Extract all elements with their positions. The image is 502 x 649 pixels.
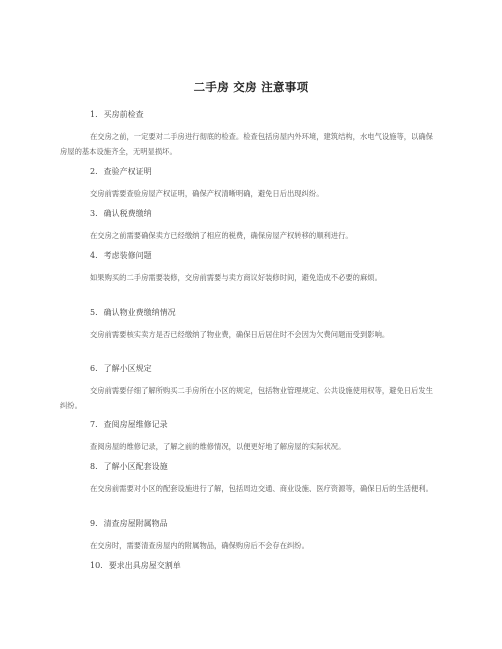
list-item [60,250,440,285]
item-heading-text: 了解小区规定 [103,364,152,373]
list-item [60,419,440,454]
item-heading [60,560,440,572]
list-item [60,363,440,413]
item-heading [60,518,440,530]
list-item [60,461,440,496]
item-body: 在交房之前需要确保卖方已经缴纳了相应的税费，确保房屋产权转移的顺利进行。 [90,231,353,240]
item-heading-text: 清查房屋附属物品 [103,519,168,528]
item-body: 交房前需要仔细了解所购买二手房所在小区的规定，包括物业管理规定、公共设施使用权等，避免日后发生纠纷。 [60,386,433,410]
list-item [60,208,440,243]
item-heading [60,363,440,375]
item-heading [60,419,440,431]
item-heading [60,208,440,220]
item-heading [60,461,440,473]
item-heading-text: 买房前检查 [103,110,144,119]
item-body: 在交房前需要对小区的配套设施进行了解，包括周边交通、商业设施、医疗资源等，确保日后的生活便利。 [90,484,433,493]
item-body: 交房前需要核实卖方是否已经缴纳了物业费，确保日后居住时不会因为欠费问题而受到影响。 [90,330,390,339]
item-number: 1. [90,110,98,119]
list-item [60,166,440,201]
item-heading-text: 确认物业费缴纳情况 [103,308,176,317]
item-heading-text: 确认税费缴纳 [103,209,152,218]
item-heading-text: 要求出具房屋交割单 [108,561,181,570]
item-number: 8. [90,462,98,471]
item-body: 在交房之前，一定要对二手房进行彻底的检查。检查包括房屋内外环境，建筑结构，水电气设施等，以确保房屋的基本设施齐全，无明显损坏。 [60,132,433,156]
list-item [60,560,440,572]
item-heading-text: 考虑装修问题 [103,251,152,260]
list-item [60,109,440,159]
item-body: 交房前需要查验房屋产权证明，确保产权清晰明确，避免日后出现纠纷。 [90,189,324,198]
item-number: 6. [90,364,98,373]
item-heading-text: 查验产权证明 [103,167,152,176]
item-number: 3. [90,209,98,218]
item-heading-text: 了解小区配套设施 [103,462,168,471]
list-item [60,307,440,342]
item-heading-text: 查阅房屋维修记录 [103,420,168,429]
item-body: 查阅房屋的维修记录，了解之前的维修情况，以便更好地了解房屋的实际状况。 [90,442,346,451]
list-item [60,518,440,553]
item-body: 如果购买的二手房需要装修，交房前需要与卖方商议好装修时间，避免造成不必要的麻烦。 [90,273,382,282]
item-heading [60,307,440,319]
item-body: 在交房时，需要清查房屋内的附属物品，确保购房后不会存在纠纷。 [90,541,309,550]
item-heading [60,109,440,121]
item-heading [60,250,440,262]
item-heading [60,166,440,178]
page-title: 二手房 交房 注意事项 [193,80,309,94]
item-number: 5. [90,308,98,317]
item-number: 4. [90,251,98,260]
item-number: 2. [90,167,98,176]
item-number: 7. [90,420,98,429]
item-number: 9. [90,519,98,528]
item-number: 10. [90,561,103,570]
